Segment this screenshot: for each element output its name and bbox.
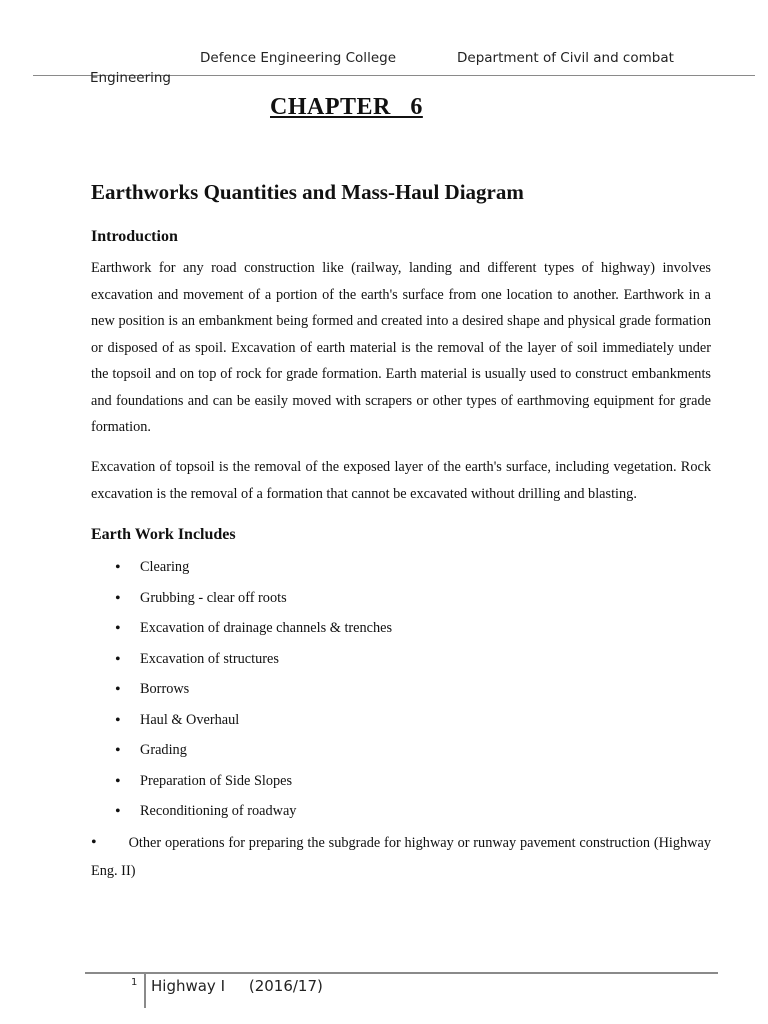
list-item: • Preparation of Side Slopes — [115, 769, 392, 800]
header-department: Department of Civil and combat — [457, 50, 674, 66]
earthwork-heading: Earth Work Includes — [91, 526, 236, 543]
introduction-paragraph-1: Earthwork for any road construction like (railway, landing and different types of highway) involves excavation and movement of a portion of the earth's surface from one location to another. Earthwork in a new position is an embankment being formed and created into a desired shape and physical grade formation or disposed of as spoil. Excavation of earth material is the removal of the layer of soil immediately under the topsoil and on top of rock for grade formation. Earth material is usually used to construct embankments and foundations and can be easily moved with scrapers or other types of earthmoving equipment for grade formation. — [91, 260, 711, 435]
list-item: • Grading — [115, 738, 392, 769]
list-item-text: Other operations for preparing the subgrade for highway or runway pavement construction (Highway Eng. II) — [91, 835, 711, 879]
list-item: • Clearing — [115, 555, 392, 586]
list-item: • Excavation of drainage channels & trenches — [115, 616, 392, 647]
bullet-icon: • — [91, 834, 97, 851]
header-department-continued: Engineering — [90, 70, 171, 86]
introduction-heading: Introduction — [91, 228, 178, 245]
section-title: Earthworks Quantities and Mass-Haul Diagram — [91, 180, 524, 204]
footer-vertical-divider — [144, 972, 146, 1008]
list-item: • Haul & Overhaul — [115, 708, 392, 739]
list-item: • Borrows — [115, 677, 392, 708]
page-number: 1 — [131, 977, 138, 988]
list-item: • Reconditioning of roadway — [115, 799, 392, 830]
footer-course: Highway I (2016/17) — [151, 977, 323, 995]
list-item: • Excavation of structures — [115, 647, 392, 678]
chapter-title: CHAPTER 6 — [270, 94, 423, 120]
list-item-other-operations — [91, 829, 711, 885]
header-college-name: Defence Engineering College — [200, 50, 396, 66]
earthwork-list — [115, 555, 392, 830]
footer-divider — [85, 972, 718, 974]
list-item: • Grubbing - clear off roots — [115, 586, 392, 617]
introduction-paragraph-2: Excavation of topsoil is the removal of the exposed layer of the earth's surface, including vegetation. Rock excavation is the removal of a formation that cannot be excavated without drilling and blasting. — [91, 459, 711, 502]
